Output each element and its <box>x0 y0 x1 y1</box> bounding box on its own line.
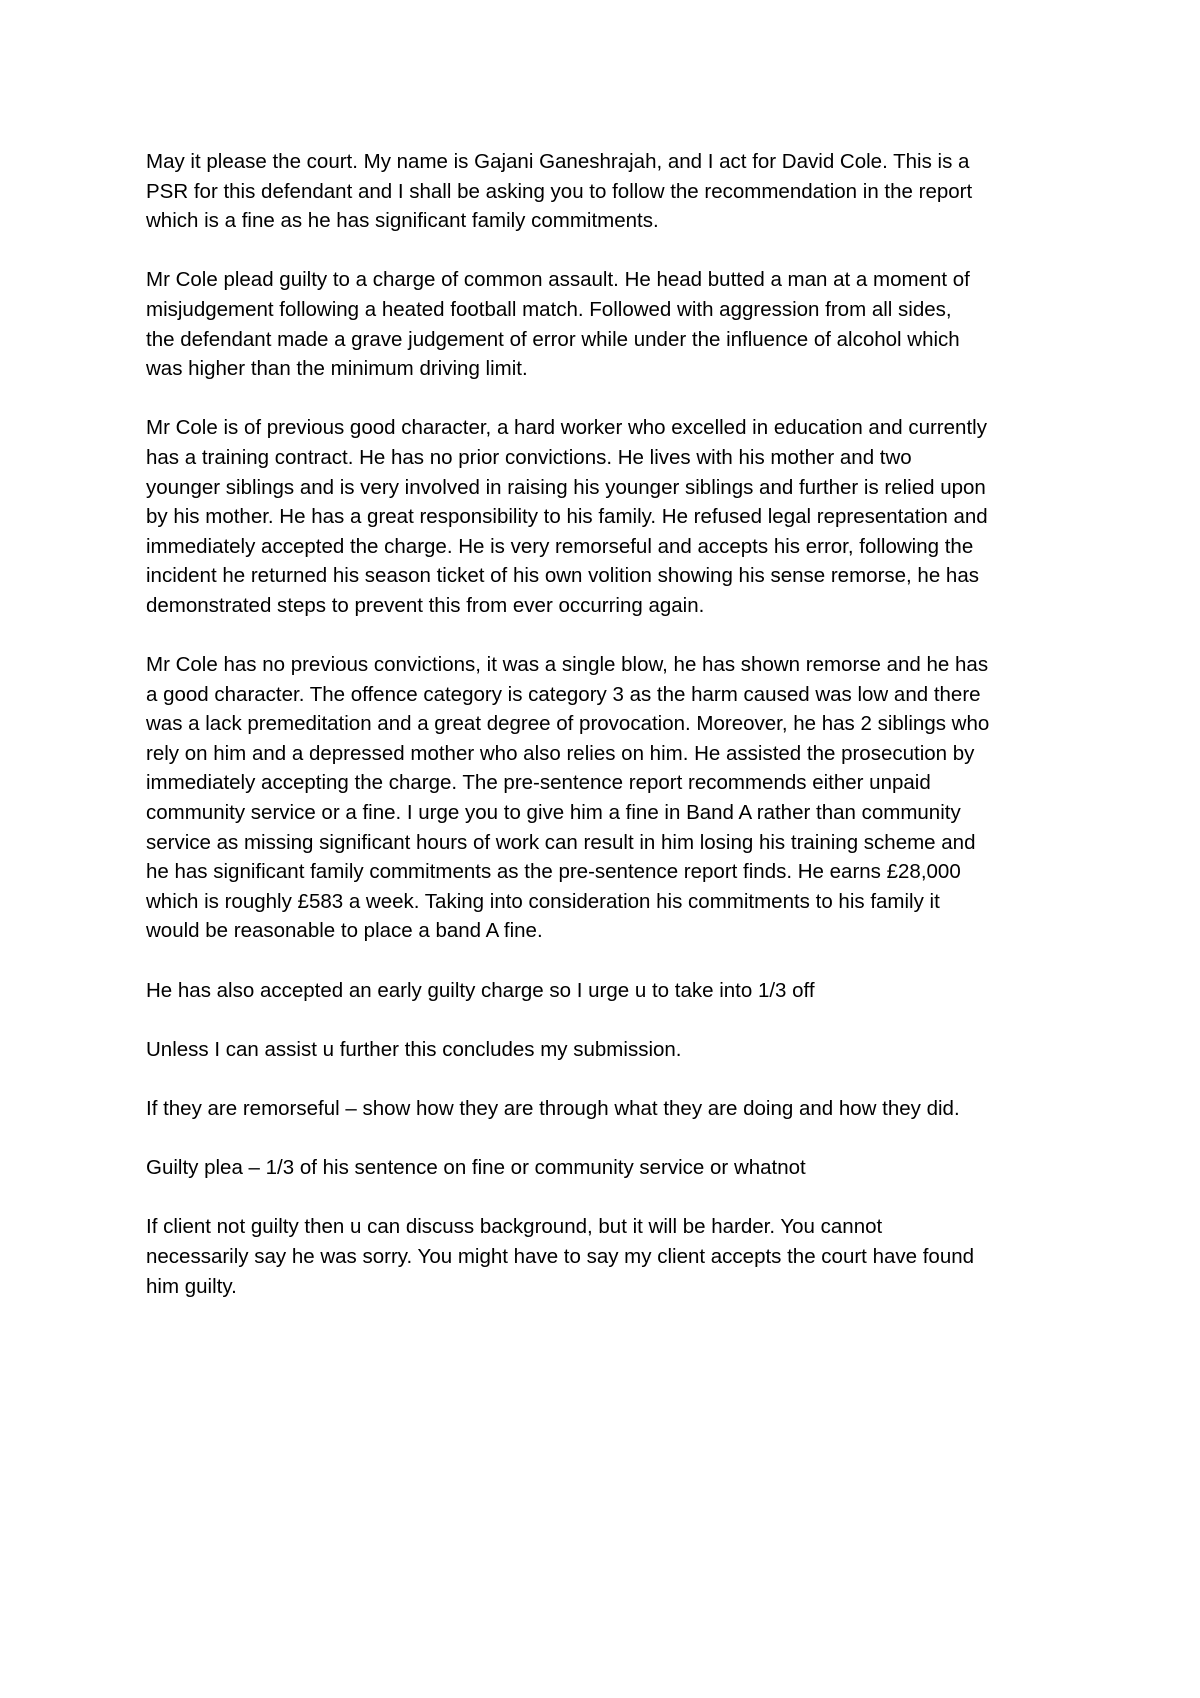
note-not-guilty <box>146 1212 1081 1301</box>
text-line: Mr Cole is of previous good character, a hard worker who excelled in education and currently <box>146 416 987 440</box>
text-line: was higher than the minimum driving limit. <box>146 357 528 381</box>
text-line: younger siblings and is very involved in raising his younger siblings and further is relied upon <box>146 475 986 499</box>
text-line: Mr Cole has no previous convictions, it was a single blow, he has shown remorse and he has <box>146 653 989 677</box>
paragraph-guilty-plea-discount <box>146 976 1081 1006</box>
note-guilty-plea <box>146 1153 1081 1183</box>
text-line: May it please the court. My name is Gajani Ganeshrajah, and I act for David Cole. This is a <box>146 150 970 173</box>
text-line: he has significant family commitments as the pre-sentence report finds. He earns £28,000 <box>146 860 961 884</box>
text-line: community service or a fine. I urge you to give him a fine in Band A rather than community <box>146 801 961 825</box>
text-line: Unless I can assist u further this concludes my submission. <box>146 1037 682 1061</box>
paragraph-mitigation <box>146 650 1081 946</box>
text-line: rely on him and a depressed mother who also relies on him. He assisted the prosecution by <box>146 741 975 765</box>
text-line: incident he returned his season ticket of his own volition showing his sense remorse, he has <box>146 564 979 588</box>
text-line: by his mother. He has a great responsibility to his family. He refused legal representation and <box>146 505 988 529</box>
text-line: He has also accepted an early guilty charge so I urge u to take into 1/3 off <box>146 978 815 1002</box>
text-line: Mr Cole plead guilty to a charge of common assault. He head butted a man at a moment of <box>146 268 970 292</box>
text-line: immediately accepting the charge. The pre-sentence report recommends either unpaid <box>146 771 931 795</box>
text-line: If they are remorseful – show how they are through what they are doing and how they did. <box>146 1097 960 1120</box>
paragraph-opening <box>146 147 1081 236</box>
document-body <box>146 147 1081 1331</box>
text-line: immediately accepted the charge. He is very remorseful and accepts his error, following the <box>146 534 974 558</box>
text-line: service as missing significant hours of work can result in him losing his training scheme and <box>146 830 976 854</box>
text-line: was a lack premeditation and a great degree of provocation. Moreover, he has 2 siblings who <box>146 712 990 736</box>
text-line: misjudgement following a heated football match. Followed with aggression from all sides, <box>146 297 952 321</box>
paragraph-conclusion <box>146 1035 1081 1065</box>
text-line: him guilty. <box>146 1274 237 1298</box>
text-line: which is a fine as he has significant family commitments. <box>146 209 659 233</box>
text-line: which is roughly £583 a week. Taking into consideration his commitments to his family it <box>146 889 940 913</box>
paragraph-offence <box>146 265 1081 383</box>
paragraph-character <box>146 413 1081 620</box>
text-line: Guilty plea – 1/3 of his sentence on fine or community service or whatnot <box>146 1156 806 1180</box>
text-line: necessarily say he was sorry. You might have to say my client accepts the court have found <box>146 1244 975 1268</box>
note-remorse <box>146 1094 1081 1124</box>
text-line: the defendant made a grave judgement of error while under the influence of alcohol which <box>146 327 960 351</box>
text-line: PSR for this defendant and I shall be asking you to follow the recommendation in the report <box>146 179 973 203</box>
text-line: has a training contract. He has no prior convictions. He lives with his mother and two <box>146 445 912 469</box>
text-line: demonstrated steps to prevent this from ever occurring again. <box>146 593 705 617</box>
text-line: If client not guilty then u can discuss background, but it will be harder. You cannot <box>146 1215 883 1239</box>
text-line: a good character. The offence category is category 3 as the harm caused was low and there <box>146 682 981 706</box>
text-line: would be reasonable to place a band A fine. <box>146 919 543 943</box>
